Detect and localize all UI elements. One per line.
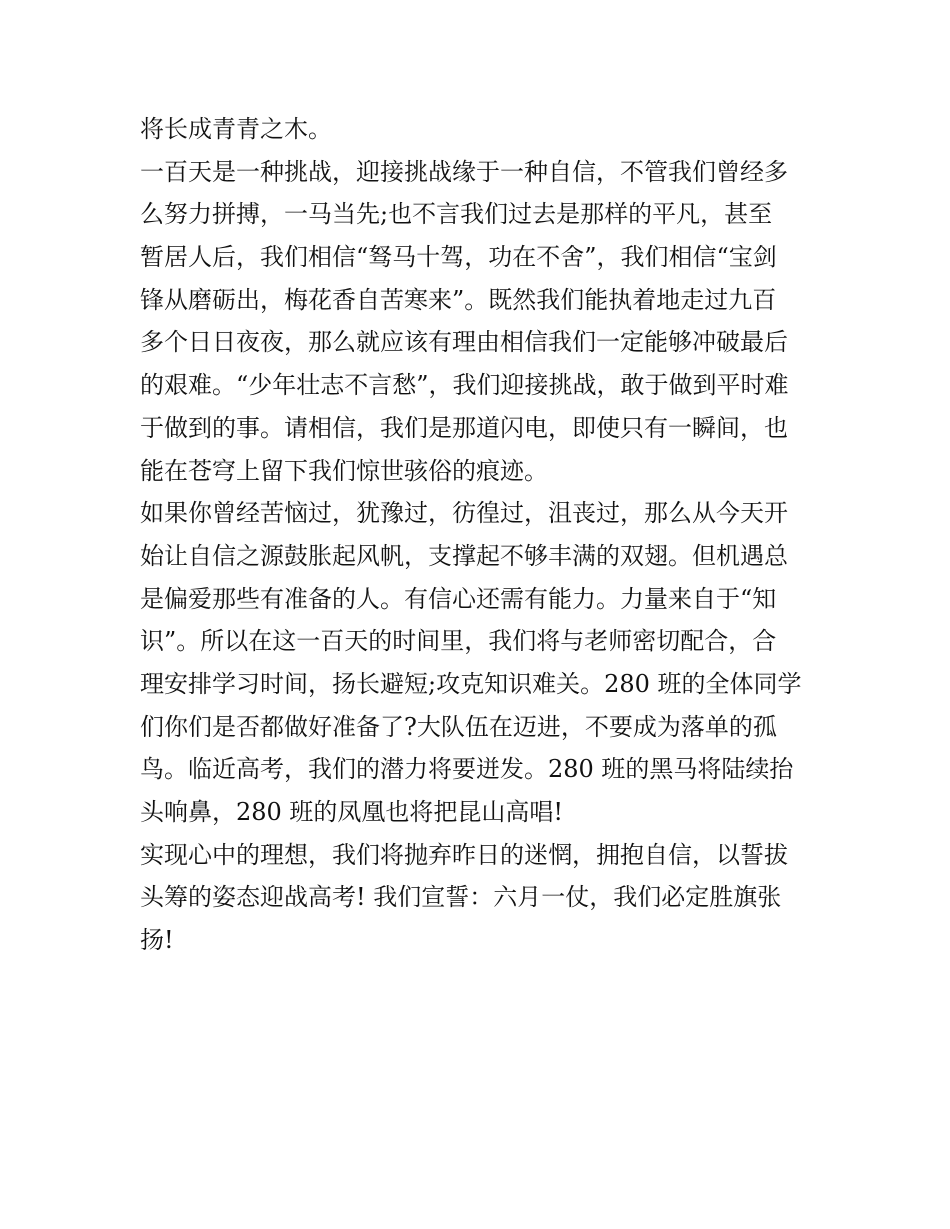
text-line: 一百天是一种挑战，迎接挑战缘于一种自信，不管我们曾经多 [140,157,788,186]
text-line: 实现心中的理想，我们将抛弃昨日的迷惘，拥抱自信，以誓拔 [140,840,788,869]
text-line: 锋从磨砺出，梅花香自苦寒来”。既然我们能执着地走过九百 [140,285,777,314]
text-line: 将长成青青之木。 [140,115,332,143]
text-line: 头响鼻，280 班的凤凰也将把昆山高唱! [140,798,564,826]
text-line: 的艰难。“少年壮志不言愁”，我们迎接挑战，敢于做到平时难 [140,371,789,400]
text-line: 们你们是否都做好准备了?大队伍在迈进，不要成为落单的孤 [140,712,777,741]
text-line: 暂居人后，我们相信“驽马十驾，功在不舍”，我们相信“宝剑 [140,243,777,272]
text-line: 么努力拼搏，一马当先;也不言我们过去是那样的平凡，甚至 [140,200,773,229]
text-line: 如果你曾经苦恼过，犹豫过，彷徨过，沮丧过，那么从今天开 [140,499,788,528]
text-line: 理安排学习时间，扬长避短;攻克知识难关。280 班的全体同学 [140,669,802,698]
text-line: 扬! [140,926,174,955]
text-line: 识”。所以在这一百天的时间里，我们将与老师密切配合，合 [140,627,777,656]
body-text [140,108,820,962]
text-line: 鸟。临近高考，我们的潜力将要迸发。280 班的黑马将陆续抬 [140,755,794,784]
text-line: 多个日日夜夜，那么就应该有理由相信我们一定能够冲破最后 [140,328,788,357]
text-line: 是偏爱那些有准备的人。有信心还需有能力。力量来自于“知 [140,584,777,613]
text-line: 始让自信之源鼓胀起风帆，支撑起不够丰满的双翅。但机遇总 [140,541,788,570]
text-line: 能在苍穹上留下我们惊世骇俗的痕迹。 [140,456,548,485]
text-line: 于做到的事。请相信，我们是那道闪电，即使只有一瞬间，也 [140,413,788,442]
text-line: 头筹的姿态迎战高考! 我们宣誓：六月一仗，我们必定胜旗张 [140,883,782,912]
